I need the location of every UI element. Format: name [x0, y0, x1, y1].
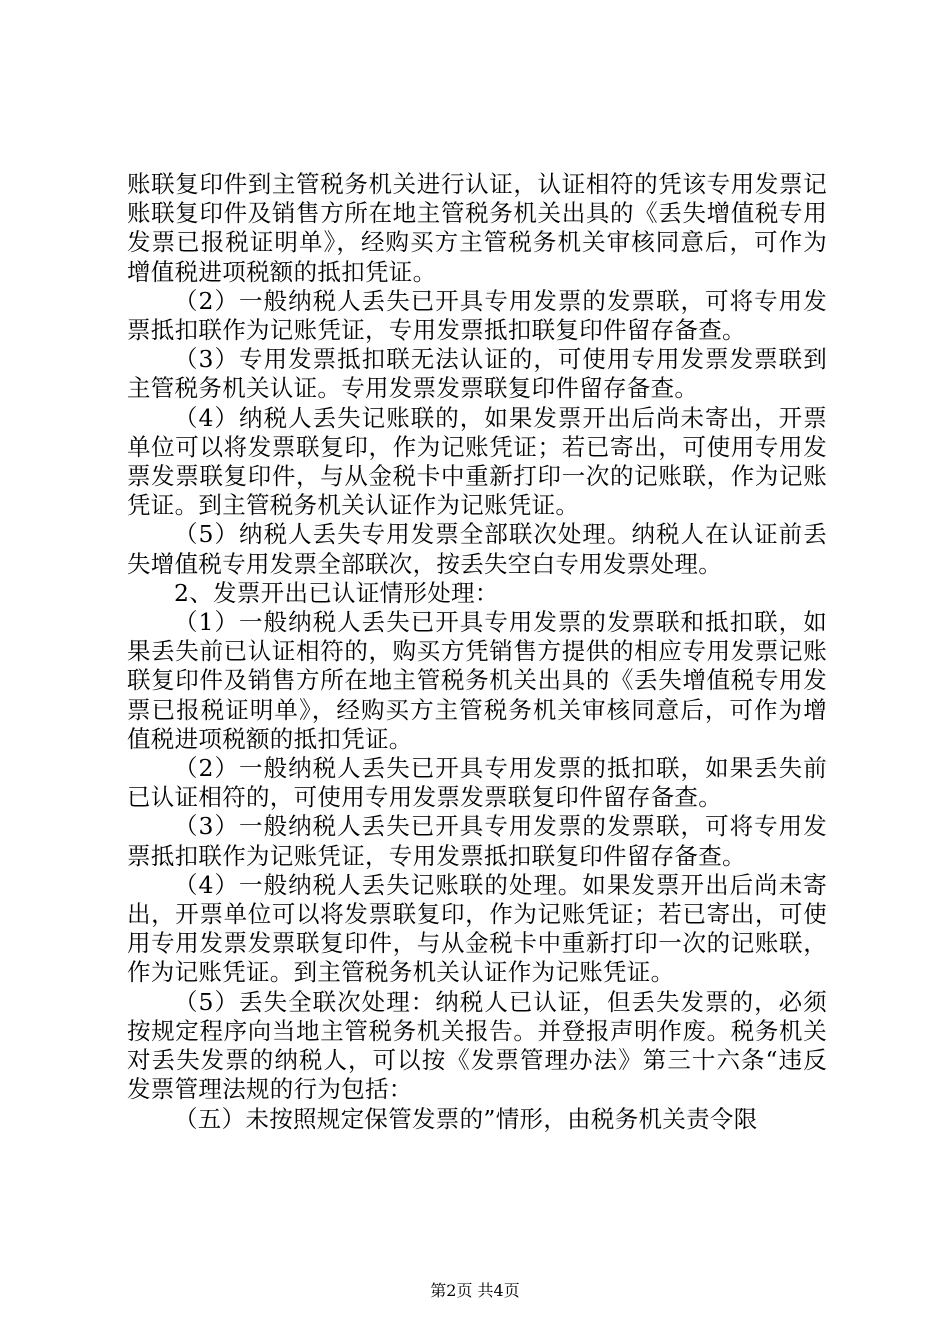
paragraph-item-2: （2）一般纳税人丢失已开具专用发票的发票联，可将专用发票抵扣联作为记账凭证，专用发票抵扣联复印件留存备查。 — [127, 286, 827, 345]
paragraph-section2-item-1: （1）一般纳税人丢失已开具专用发票的发票联和抵扣联，如果丢失前已认证相符的，购买方凭销售方提供的相应专用发票记账联复印件及销售方所在地主管税务机关出具的《丢失增值税专用发票已报税证明单》，经购买方主管税务机关审核同意后，可作为增值税进项税额的抵扣凭证。 — [127, 608, 827, 753]
page-number: 第2页 共4页 — [430, 1281, 520, 1300]
paragraph-item-3: （3）专用发票抵扣联无法认证的，可使用专用发票发票联到主管税务机关认证。专用发票发票联复印件留存备查。 — [127, 345, 827, 403]
paragraph-item-4: （4）纳税人丢失记账联的，如果发票开出后尚未寄出，开票单位可以将发票联复印，作为记账凭证；若已寄出，可使用专用发票发票联复印件，与从金税卡中重新打印一次的记账联，作为记账凭证。到主管税务机关认证作为记账凭证。 — [127, 403, 827, 520]
page-footer — [0, 1281, 950, 1301]
paragraph-continuation: 账联复印件到主管税务机关进行认证，认证相符的凭该专用发票记账联复印件及销售方所在地主管税务机关出具的《丢失增值税专用发票已报税证明单》，经购买方主管税务机关审核同意后，可作为增值税进项税额的抵扣凭证。 — [127, 170, 827, 286]
section-heading-2: 2、发票开出已认证情形处理： — [174, 578, 499, 607]
paragraph-item-5: （5）纳税人丢失专用发票全部联次处理。纳税人在认证前丢失增值税专用发票全部联次，按丢失空白专用发票处理。 — [127, 520, 827, 578]
paragraph-section2-item-3: （3）一般纳税人丢失已开具专用发票的发票联，可将专用发票抵扣联作为记账凭证，专用发票抵扣联复印件留存备查。 — [127, 812, 827, 870]
paragraph-section2-item-4: （4）一般纳税人丢失记账联的处理。如果发票开出后尚未寄出，开票单位可以将发票联复印，作为记账凭证；若已寄出，可使用专用发票发票联复印件，与从金税卡中重新打印一次的记账联，作为记账凭证。到主管税务机关认证作为记账凭证。 — [127, 870, 827, 987]
paragraph-section2-item-2: （2）一般纳税人丢失已开具专用发票的抵扣联，如果丢失前已认证相符的，可使用专用发票发票联复印件留存备查。 — [127, 754, 827, 812]
paragraph-section2-item-5: （5）丢失全联次处理：纳税人已认证，但丢失发票的，必须按规定程序向当地主管税务机关报告。并登报声明作废。税务机关对丢失发票的纳税人，可以按《发票管理办法》第三十六条“违反发票管理法规的行为包括： — [127, 987, 827, 1104]
paragraph-clause-5: （五）未按照规定保管发票的”情形，由税务机关责令限 — [174, 1104, 758, 1133]
document-body — [127, 170, 827, 1134]
